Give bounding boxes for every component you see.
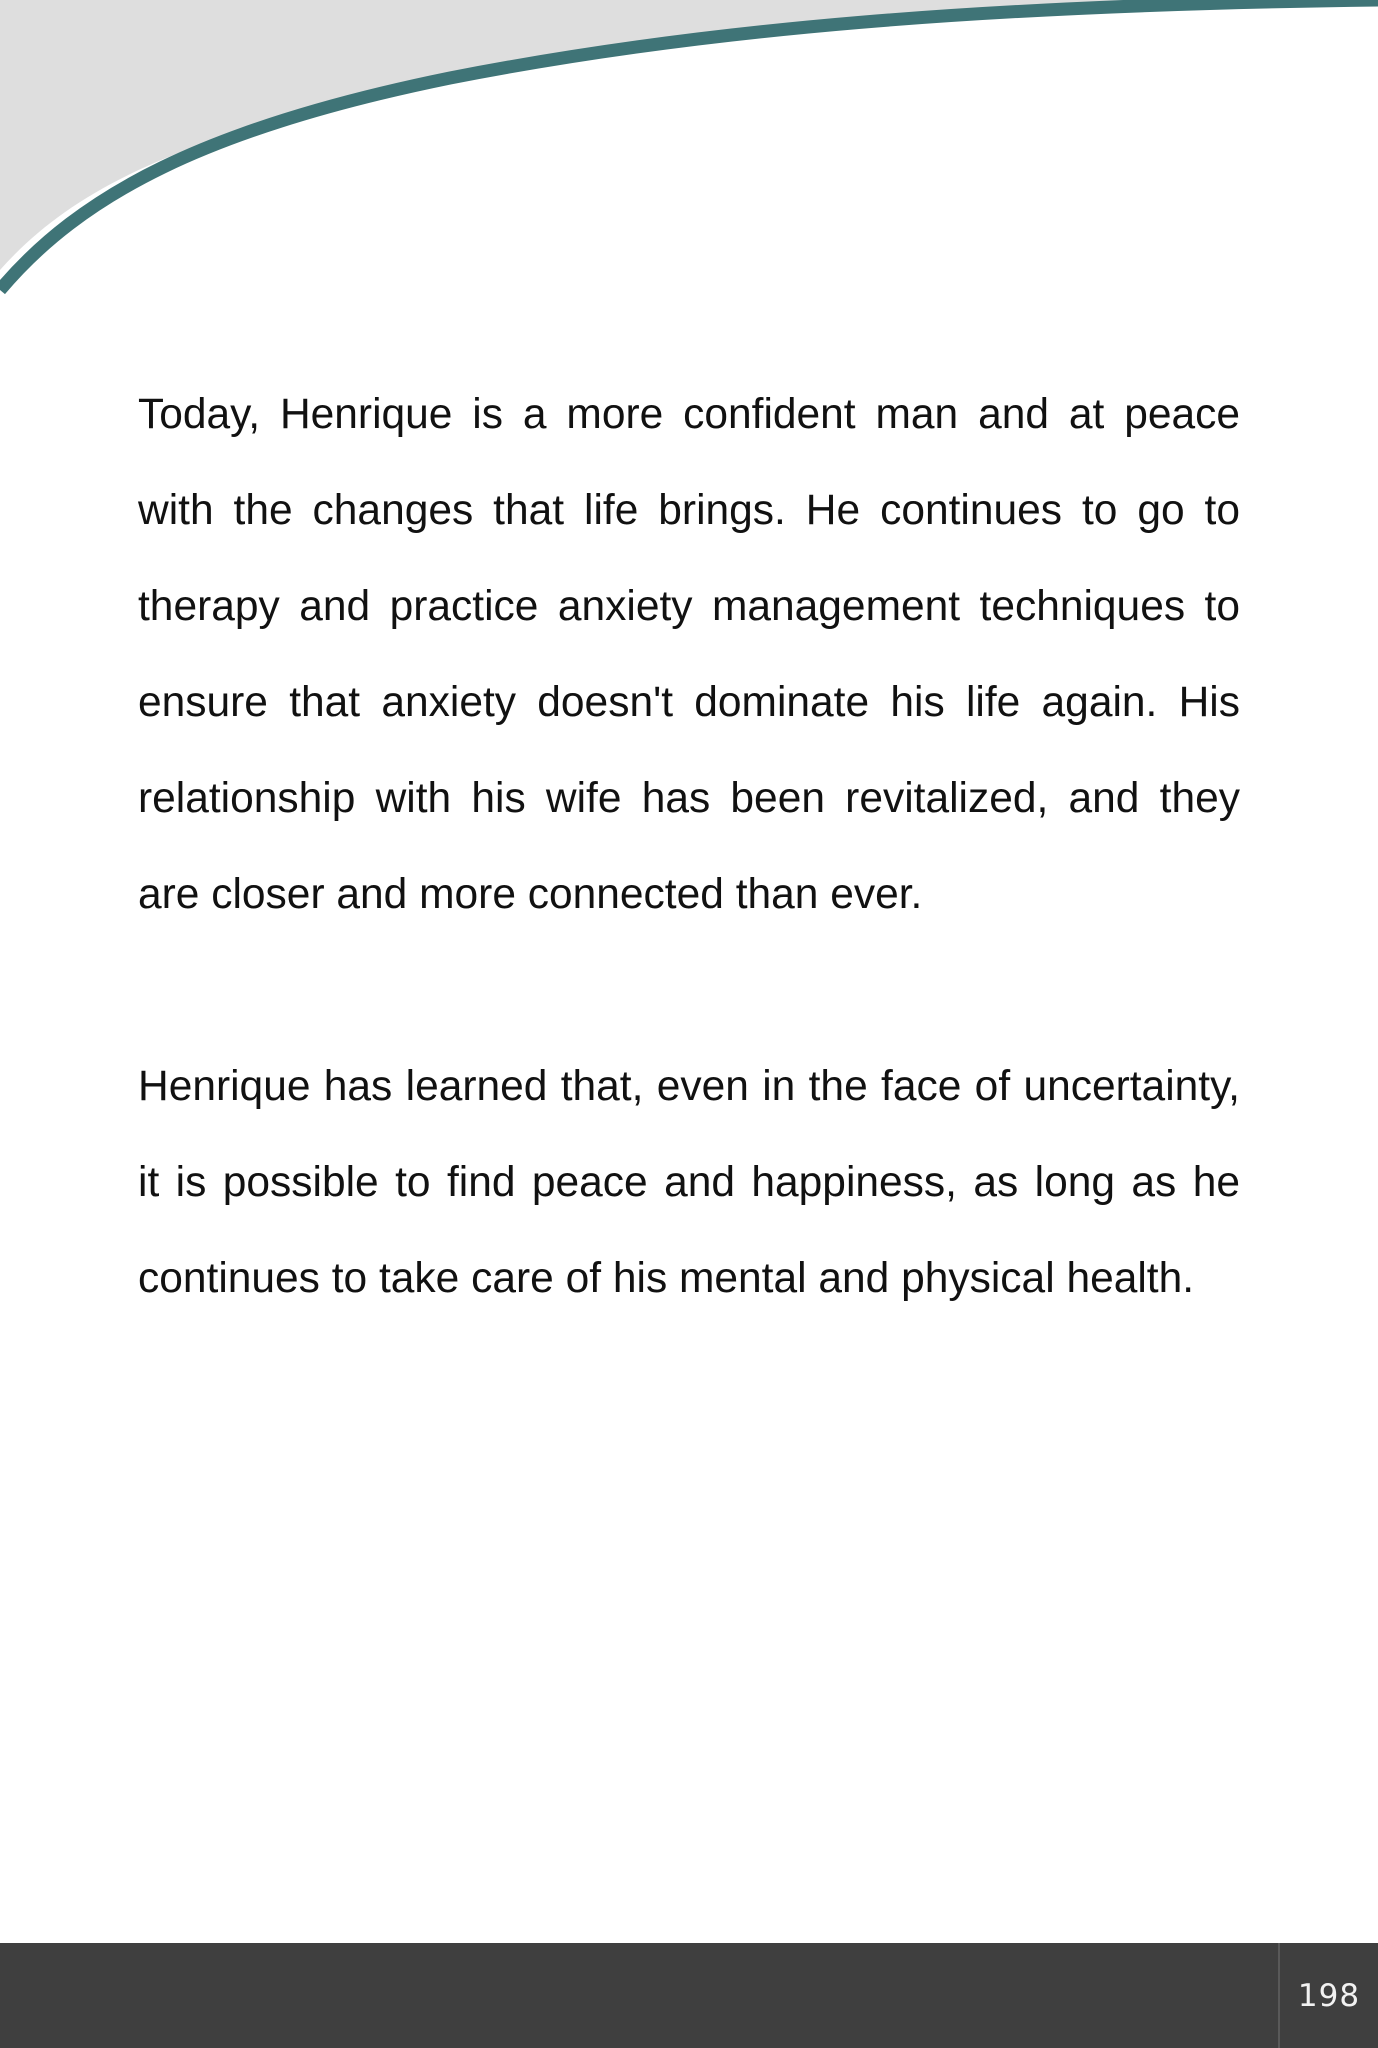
header-decoration [0,0,1378,300]
page-footer [0,1943,1378,2048]
paragraph-2: Henrique has learned that, even in the face of uncertainty, it is possible to find peace and happiness, as long as he continues to take care of his mental and physical health. [138,1063,1240,1302]
document-content [138,367,1240,1327]
page-number: 198 [1278,1943,1378,2048]
paragraph-1: Today, Henrique is a more confident man and at peace with the changes that life brings. He continues to go to therapy and practice anxiety management techniques to ensure that anxiety doesn't dominate his life again. His relationship with his wife has been revitalized, and they are closer and more connected than ever. [138,391,1240,918]
